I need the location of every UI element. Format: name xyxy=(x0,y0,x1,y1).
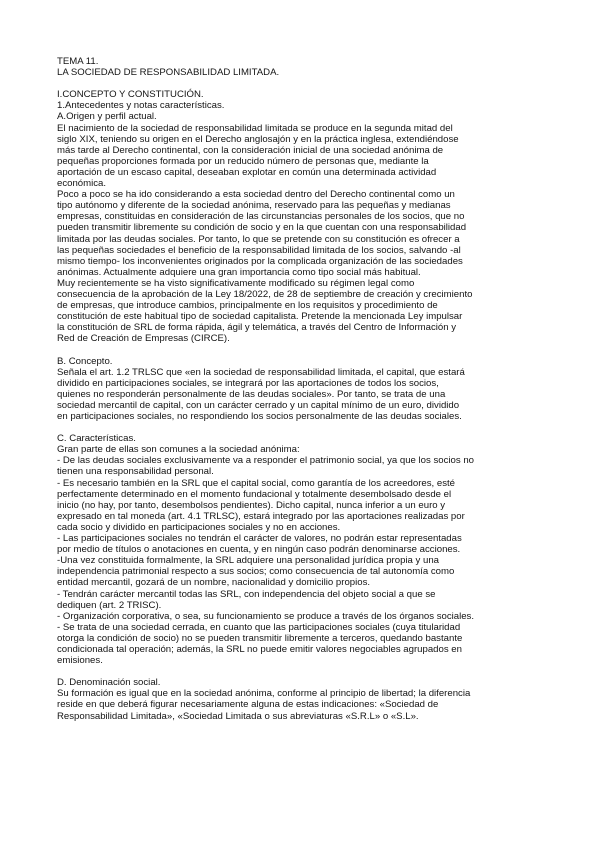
section xyxy=(57,677,547,721)
paragraph-line: otorga la condición de socio) no se pueden transmitir libremente a terceros, quedando bastante xyxy=(57,632,463,644)
paragraph-line: anónimas. Actualmente adquiere una gran importancia como tipo social más habitual. xyxy=(57,266,421,278)
paragraph-line: - Organización corporativa, o sea, su funcionamiento se produce a través de los órganos sociales. xyxy=(57,610,475,622)
spacer xyxy=(57,666,547,677)
paragraph-line: económica. xyxy=(57,178,107,190)
paragraph-line: - Se trata de una sociedad cerrada, en cuanto que las participaciones sociales (cuya titularidad xyxy=(57,621,461,633)
section-heading: 1.Antecedentes y notas características. xyxy=(57,100,225,112)
topic-number: TEMA 11. xyxy=(57,56,99,67)
paragraph-line: tipo autónomo y diferente de la sociedad anónima, reservado para las pequeñas y medianas xyxy=(57,200,451,212)
document-page xyxy=(57,56,547,722)
paragraph-line: -Una vez constituida formalmente, la SRL adquiere una personalidad jurídica propia y una xyxy=(57,555,440,567)
document-title: LA SOCIEDAD DE RESPONSABILIDAD LIMITADA. xyxy=(57,67,280,79)
paragraph-line: cada socio y dividido en participaciones sociales y no en acciones. xyxy=(57,521,341,533)
paragraph-line: siglo XIX, teniendo su origen en el Derecho anglosajón y en la práctica inglesa, extendiéndose xyxy=(57,133,459,145)
section xyxy=(57,356,547,434)
paragraph-line: sociedad mercantil de capital, con un carácter cerrado y un capital mínimo de un euro, dividido xyxy=(57,399,460,411)
paragraph-line: independencia patrimonial respecto a sus socios; como consecuencia de tal autonomía como xyxy=(57,566,455,578)
paragraph-line: - De las deudas sociales exclusivamente va a responder el patrimonio social, ya que los socios no xyxy=(57,455,475,467)
paragraph-line: en participaciones sociales, no respondiendo los socios personalmente de las deudas sociales. xyxy=(57,411,462,422)
paragraph-line: Su formación es igual que en la sociedad anónima, conforme al principio de libertad; la diferencia xyxy=(57,688,471,700)
paragraph-line: limitada por las deudas sociales. Por tanto, lo que se pretende con su constitución es ofrecer a xyxy=(57,233,460,245)
section-heading: A.Origen y perfil actual. xyxy=(57,111,157,123)
paragraph-line: Gran parte de ellas son comunes a la sociedad anónima: xyxy=(57,444,300,456)
paragraph-line: pueden transmitir libremente su condición de socio y en la que cuentan con una responsabilidad xyxy=(57,222,467,234)
paragraph-line: Poco a poco se ha ido considerando a esta sociedad dentro del Derecho continental como un xyxy=(57,189,455,201)
paragraph-line: Muy recientemente se ha visto significativamente modificado su régimen legal como xyxy=(57,277,415,289)
paragraph-line: - Tendrán carácter mercantil todas las SRL, con independencia del objeto social a que se xyxy=(57,588,436,600)
paragraph-line: emisiones. xyxy=(57,655,103,667)
paragraph-line: expresado en tal moneda (art. 4.1 TRLSC), estará integrado por las aportaciones realizadas por xyxy=(57,510,465,522)
spacer xyxy=(57,344,547,355)
paragraph-line: Red de Creación de Empresas (CIRCE). xyxy=(57,333,230,345)
paragraph-line: entidad mercantil, gozará de un nombre, nacionalidad y domicilio propios. xyxy=(57,577,371,589)
section-heading: I.CONCEPTO Y CONSTITUCIÓN. xyxy=(57,89,204,101)
paragraph-line: reside en que deberá figurar necesariamente alguna de estas indicaciones: «Sociedad de xyxy=(57,699,439,711)
section-heading: B. Concepto. xyxy=(57,355,113,367)
paragraph-line: las pequeñas sociedades el beneficio de la responsabilidad limitada de los socios, salvando -al xyxy=(57,244,461,256)
paragraph-line: El nacimiento de la sociedad de responsabilidad limitada se produce en la segunda mitad del xyxy=(57,122,453,134)
paragraph-line: tienen una responsabilidad personal. xyxy=(57,466,214,478)
paragraph-line: pequeñas proporciones formada por un reducido número de personas que, mediante la xyxy=(57,155,429,167)
paragraph-line: dediquen (art. 2 TRISC). xyxy=(57,599,162,611)
paragraph-line: mismo tiempo- los inconvenientes originados por la complicada organización de las sociedades xyxy=(57,255,463,267)
paragraph-line: empresas, constituidas en consideración de las circunstancias personales de los socios, que no xyxy=(57,211,465,223)
section xyxy=(57,89,547,355)
paragraph-line: quienes no responderán personalmente de las deudas sociales». Por tanto, se trata de una xyxy=(57,388,446,400)
spacer xyxy=(57,422,547,433)
paragraph-line: inicio (no hay, por tanto, desembolsos pendientes). Dicho capital, nunca inferior a un euro y xyxy=(57,499,446,511)
section xyxy=(57,433,547,677)
paragraph-line: consecuencia de la aprobación de la Ley 18/2022, de 28 de septiembre de creación y crecimiento xyxy=(57,288,473,300)
spacer xyxy=(57,78,547,89)
paragraph-line: - Es necesario también en la SRL que el capital social, como garantía de los acreedores, esté xyxy=(57,477,456,489)
paragraph-line: dividido en participaciones sociales, se integrará por las aportaciones de todos los socios, xyxy=(57,377,439,389)
paragraph-line: perfectamente determinado en el momento fundacional y totalmente desembolsado desde el xyxy=(57,488,452,500)
paragraph-line: constitución de este habitual tipo de sociedad capitalista. Pretende la mencionada Ley impulsar xyxy=(57,311,463,323)
paragraph-line: - Las participaciones sociales no tendrán el carácter de valores, no podrán estar representadas xyxy=(57,533,462,545)
paragraph-line: más tarde al Derecho continental, con la consideración inicial de una sociedad anónima de xyxy=(57,144,444,156)
paragraph-line: de empresas, que introduce cambios, principalmente en los requisitos y procedimiento de xyxy=(57,300,438,312)
paragraph-line: Señala el art. 1.2 TRLSC que «en la sociedad de responsabilidad limitada, el capital, que estará xyxy=(57,366,465,378)
section-heading: C. Características. xyxy=(57,433,136,445)
document-body xyxy=(57,89,547,721)
paragraph-line: aportación de un escaso capital, deseaban explotar en común una determinada actividad xyxy=(57,166,437,178)
paragraph-line: por medio de títulos o anotaciones en cuenta, y en ningún caso podrán denominarse acciones. xyxy=(57,544,461,556)
paragraph-line: Responsabilidad Limitada», «Sociedad Limitada o sus abreviaturas «S.R.L» o «S.L». xyxy=(57,710,419,722)
section-heading: D. Denominación social. xyxy=(57,677,161,689)
paragraph-line: condicionada tal operación; además, la SRL no puede emitir valores negociables agrupados en xyxy=(57,643,462,655)
paragraph-line: la constitución de SRL de forma rápida, ágil y telemática, a través del Centro de Información y xyxy=(57,322,457,334)
